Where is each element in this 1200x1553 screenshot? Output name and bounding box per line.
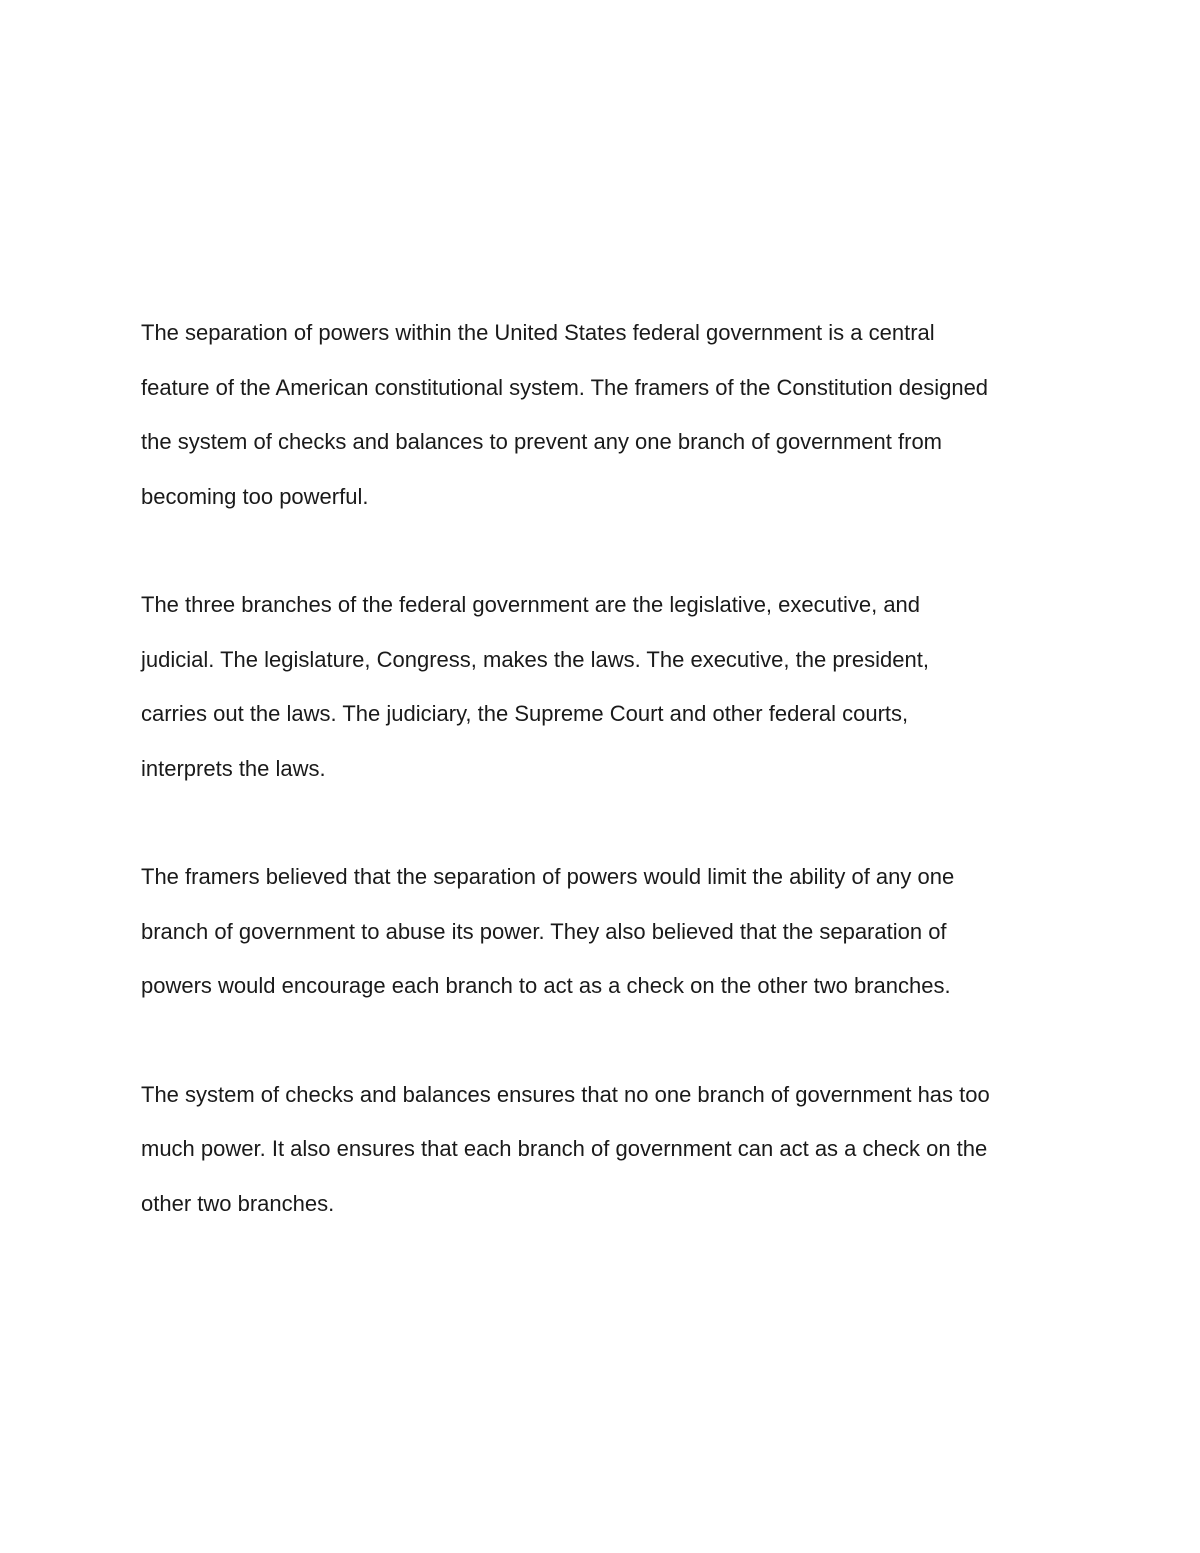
paragraph-line: the system of checks and balances to prevent any one branch of government from <box>141 429 943 454</box>
paragraph-line: becoming too powerful. <box>141 483 369 509</box>
paragraph-2 <box>141 578 1076 796</box>
paragraph-3 <box>141 850 1076 1014</box>
document-body <box>141 306 1076 1285</box>
paragraph-line: other two branches. <box>141 1190 335 1216</box>
paragraph-line: judicial. The legislature, Congress, makes the laws. The executive, the president, <box>141 646 929 672</box>
paragraph-line: The separation of powers within the United States federal government is a central <box>141 320 935 345</box>
paragraph-line: The framers believed that the separation of powers would limit the ability of any one <box>141 864 955 889</box>
paragraph-1 <box>141 306 1076 524</box>
paragraph-line: The three branches of the federal government are the legislative, executive, and <box>141 592 921 617</box>
paragraph-4 <box>141 1068 1076 1232</box>
paragraph-line: The system of checks and balances ensures that no one branch of government has too <box>141 1081 990 1107</box>
paragraph-line: carries out the laws. The judiciary, the Supreme Court and other federal courts, <box>141 701 909 726</box>
paragraph-line: interprets the laws. <box>141 755 326 781</box>
paragraph-line: branch of government to abuse its power. They also believed that the separation of <box>141 918 947 944</box>
paragraph-line: powers would encourage each branch to act as a check on the other two branches. <box>141 973 951 998</box>
paragraph-line: feature of the American constitutional system. The framers of the Constitution designed <box>141 374 989 400</box>
paragraph-line: much power. It also ensures that each branch of government can act as a check on the <box>141 1136 988 1161</box>
